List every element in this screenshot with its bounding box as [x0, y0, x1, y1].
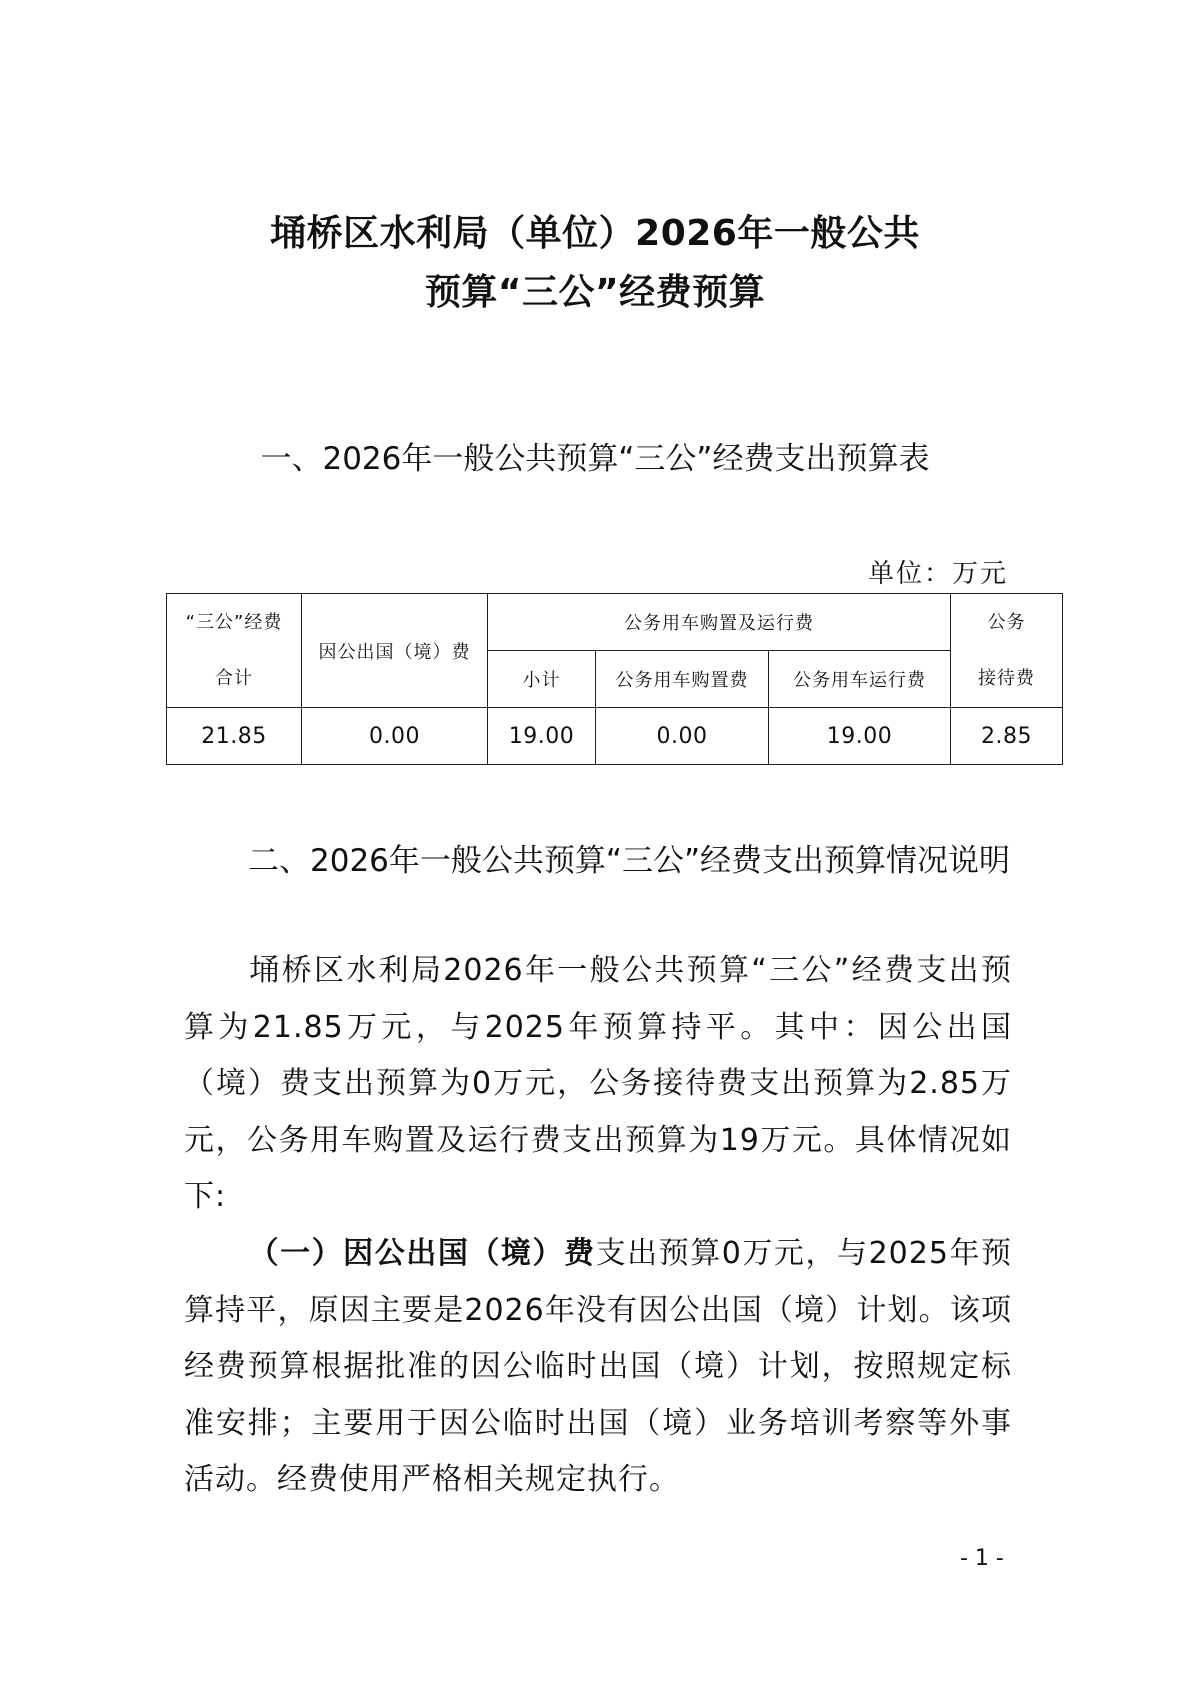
paragraph2-text: 支出预算0万元，与2025年预算持平，原因主要是2026年没有因公出国（境）计划。该项经费预算根据批准的因公临时出国（境）计划，按照规定标准安排；主要用于因公临时出国（境）业务培训考察等外事活动。经费使用严格相关规定执行。	[184, 1236, 1013, 1497]
header-vehicle-group: 公务用车购置及运行费	[488, 594, 951, 651]
value-vehicle-subtotal: 19.00	[488, 708, 596, 765]
budget-table	[166, 593, 1063, 765]
value-vehicle-purchase: 0.00	[596, 708, 769, 765]
value-abroad: 0.00	[302, 708, 488, 765]
header-abroad: 因公出国（境）费	[302, 594, 488, 708]
header-total	[167, 594, 302, 708]
header-total-line2: 合计	[215, 667, 253, 689]
document-title-line2: 预算“三公”经费预算	[424, 272, 766, 313]
header-total-line1: “三公”经费	[185, 611, 283, 633]
header-reception	[951, 594, 1063, 708]
header-vehicle-purchase: 公务用车购置费	[596, 651, 769, 708]
header-reception-line1: 公务	[987, 611, 1026, 633]
section2-paragraph2	[184, 1226, 1012, 1509]
value-total: 21.85	[167, 708, 302, 765]
document-title-line1: 埇桥区水利局（单位）2026年一般公共	[270, 213, 920, 254]
section2-paragraph1	[184, 943, 1012, 1226]
page-number: - 1 -	[960, 1546, 1004, 1571]
table-row	[167, 708, 1063, 765]
section2-heading: 二、2026年一般公共预算“三公”经费支出预算情况说明	[248, 843, 1011, 879]
value-reception: 2.85	[951, 708, 1063, 765]
header-vehicle-operation: 公务用车运行费	[769, 651, 951, 708]
value-vehicle-operation: 19.00	[769, 708, 951, 765]
header-vehicle-subtotal: 小计	[488, 651, 596, 708]
paragraph1-text: 埇桥区水利局2026年一般公共预算“三公”经费支出预算为21.85万元，与2025年预算持平。其中：因公出国（境）费支出预算为0万元，公务接待费支出预算为2.85万元，公务用车购置及运行费支出预算为19万元。具体情况如下:	[184, 953, 1012, 1214]
header-reception-line2: 接待费	[978, 667, 1036, 689]
unit-label: 单位：万元	[868, 559, 1009, 589]
section1-heading: 一、2026年一般公共预算“三公”经费支出预算表	[260, 441, 930, 477]
paragraph2-lead: （一）因公出国（境）费	[248, 1236, 596, 1271]
table-header-row	[167, 594, 1063, 651]
